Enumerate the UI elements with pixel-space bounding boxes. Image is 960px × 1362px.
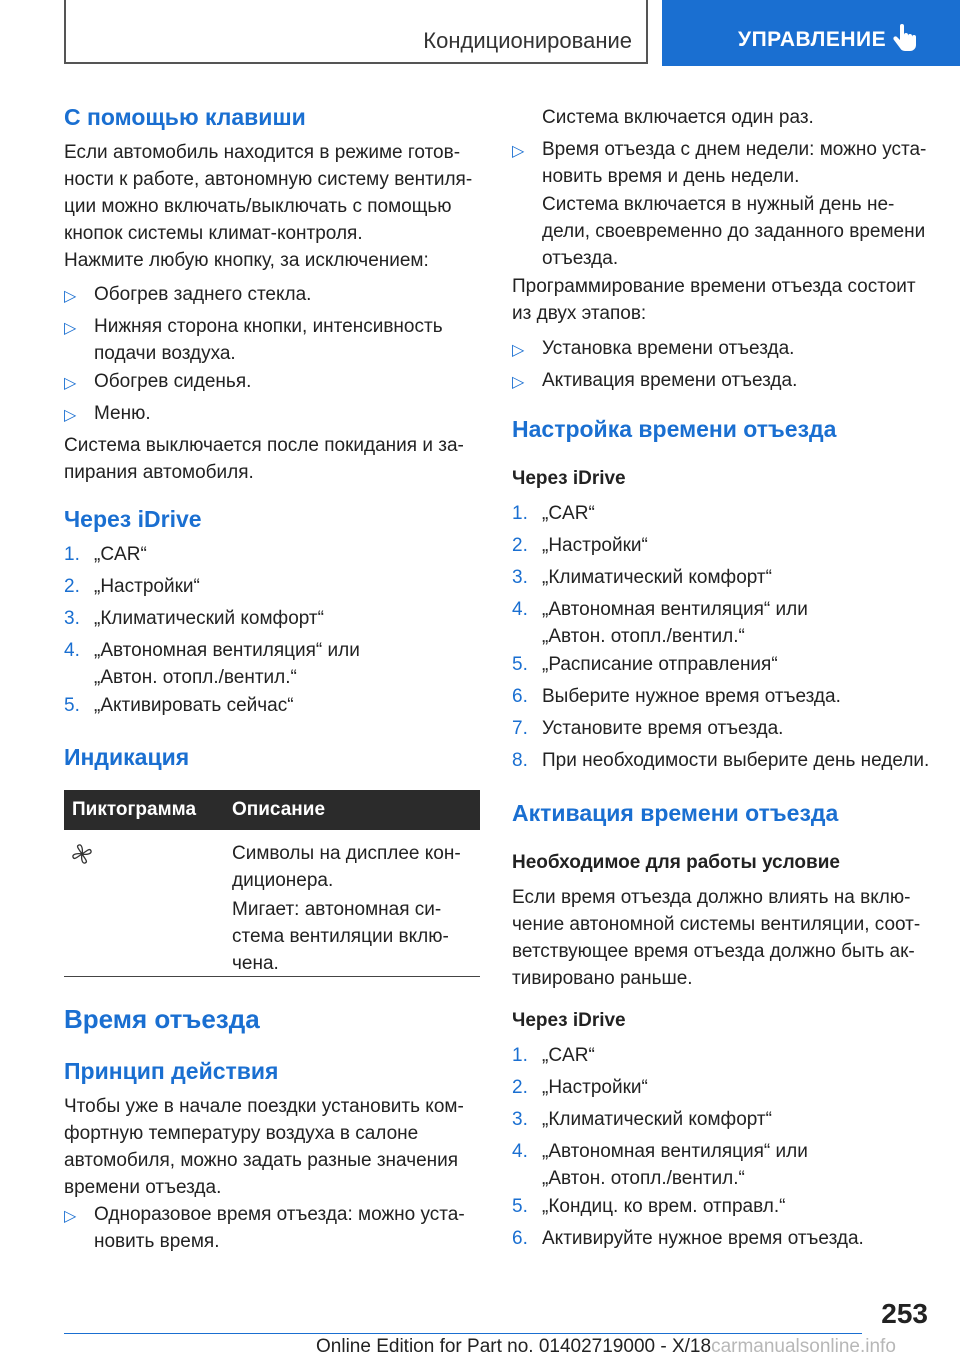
paragraph-button xyxy=(64,139,480,247)
footer-divider xyxy=(64,1333,862,1334)
step-text: „Автон. отопл./вентил.“ xyxy=(542,626,745,647)
numbered-step xyxy=(64,637,510,691)
triangle-bullet-icon: ▷ xyxy=(512,342,525,359)
paragraph-weekday xyxy=(512,191,960,272)
watermark-text: carmanualsonline.info xyxy=(711,1336,896,1357)
exception-item xyxy=(64,313,510,367)
step-number: 3. xyxy=(64,608,80,629)
numbered-step xyxy=(512,500,960,527)
numbered-step xyxy=(512,532,960,559)
triangle-bullet-icon: ▷ xyxy=(64,1208,77,1225)
numbered-step xyxy=(512,715,960,742)
step-number: 6. xyxy=(512,686,528,707)
step-number: 4. xyxy=(512,599,528,620)
step-number: 6. xyxy=(512,1228,528,1249)
table-desc-symbols-line: Символы на дисплее кон- xyxy=(232,843,461,864)
step-text: Установите время отъезда. xyxy=(542,718,784,739)
exception-item-line: Обогрев заднего стекла. xyxy=(94,284,312,305)
step-text: „Автономная вентиляция“ или xyxy=(542,599,808,620)
numbered-step xyxy=(64,541,510,568)
heading-button: С помощью клавиши xyxy=(64,104,306,130)
heading-principle: Принцип действия xyxy=(64,1058,279,1084)
step-text: „Автономная вентиляция“ или xyxy=(94,640,360,661)
numbered-step xyxy=(512,596,960,650)
paragraph-weekday-line: отъезда. xyxy=(542,248,619,269)
heading-activation: Активация времени отъезда xyxy=(512,800,839,826)
table-desc-blinking-line: чена. xyxy=(232,953,279,974)
triangle-bullet-icon: ▷ xyxy=(64,407,77,424)
step-text: „Настройки“ xyxy=(542,1077,648,1098)
step-number: 3. xyxy=(512,567,528,588)
paragraph-condition xyxy=(512,884,932,992)
heading-condition: Необходимое для работы условие xyxy=(512,852,840,873)
step-number: 1. xyxy=(512,1045,528,1066)
numbered-step xyxy=(512,683,960,710)
step-number: 7. xyxy=(512,718,528,739)
paragraph-button-line: ности к работе, автономную систему вентиля- xyxy=(64,169,473,190)
bullet-once-line: новить время. xyxy=(94,1231,220,1252)
step-number: 3. xyxy=(512,1109,528,1130)
step-text: „Расписание отправления“ xyxy=(542,654,778,675)
edition-text: Online Edition for Part no. 01402719000 - X/18 xyxy=(316,1336,712,1357)
step-number: 5. xyxy=(64,695,80,716)
step-number: 2. xyxy=(512,1077,528,1098)
step-text: Выберите нужное время отъезда. xyxy=(542,686,841,707)
triangle-bullet-icon: ▷ xyxy=(512,143,525,160)
paragraph-programming xyxy=(512,273,932,327)
step-number: 2. xyxy=(64,576,80,597)
exception-item-line: Нижняя сторона кнопки, интенсивность xyxy=(94,316,443,337)
fan-icon xyxy=(72,844,92,864)
bullet-weekday-line: новить время и день недели. xyxy=(542,166,800,187)
table-desc-blinking-line: Мигает: автономная си- xyxy=(232,899,442,920)
paragraph-weekday-line: дели, своевременно до заданного времени xyxy=(542,221,926,242)
numbered-step xyxy=(64,573,510,600)
step-text: „Настройки“ xyxy=(94,576,200,597)
step-number: 2. xyxy=(512,535,528,556)
step-text: „Настройки“ xyxy=(542,535,648,556)
bullet-once-line: Одноразовое время отъезда: можно уста- xyxy=(94,1204,465,1225)
header-section-box xyxy=(64,0,648,64)
edition-line xyxy=(316,1336,896,1358)
heading-idrive: Через iDrive xyxy=(64,506,202,532)
step-number: 8. xyxy=(512,750,528,771)
numbered-step xyxy=(512,1074,960,1101)
step-number: 1. xyxy=(64,544,80,565)
paragraph-press: Нажмите любую кнопку, за исключением: xyxy=(64,250,429,271)
numbered-step xyxy=(512,651,960,678)
numbered-step xyxy=(512,1225,960,1252)
table-desc-blinking xyxy=(232,896,480,977)
numbered-step xyxy=(64,605,510,632)
triangle-bullet-icon: ▷ xyxy=(64,320,77,337)
step-number: 1. xyxy=(512,503,528,524)
bullet-weekday-line: Время отъезда с днем недели: можно уста- xyxy=(542,139,927,160)
paragraph-off xyxy=(64,432,480,486)
step-text: „Активировать сейчас“ xyxy=(94,695,294,716)
step-text: „CAR“ xyxy=(94,544,147,565)
numbered-step xyxy=(512,564,960,591)
paragraph-button-line: ции можно включать/выключать с помощью xyxy=(64,196,452,217)
exception-item-line: Меню. xyxy=(94,403,151,424)
step-text: „Климатический комфорт“ xyxy=(94,608,324,629)
paragraph-off-line: Система выключается после покидания и за- xyxy=(64,435,464,456)
stage-item-text: Установка времени отъезда. xyxy=(542,338,795,359)
step-text: „Климатический комфорт“ xyxy=(542,1109,772,1130)
chapter-label: УПРАВЛЕНИЕ xyxy=(738,28,887,51)
table-desc-symbols-line: диционера. xyxy=(232,870,334,891)
step-text: Активируйте нужное время отъезда. xyxy=(542,1228,864,1249)
table-desc-blinking-line: стема вентиляции вклю- xyxy=(232,926,449,947)
heading-idrive-setting: Через iDrive xyxy=(512,468,626,489)
paragraph-principle-line: автомобиля, можно задать разные значения xyxy=(64,1150,459,1171)
paragraph-principle-line: времени отъезда. xyxy=(64,1177,222,1198)
paragraph-condition-line: ветствующее время отъезда должно быть ак- xyxy=(512,941,915,962)
exception-item xyxy=(64,400,510,427)
numbered-step xyxy=(512,1106,960,1133)
table-desc-symbols xyxy=(232,840,480,894)
paragraph-principle-line: Чтобы уже в начале поездки установить ком- xyxy=(64,1096,464,1117)
triangle-bullet-icon: ▷ xyxy=(64,288,77,305)
paragraph-condition-line: Если время отъезда должно влиять на вклю- xyxy=(512,887,911,908)
step-text: „CAR“ xyxy=(542,1045,595,1066)
stage-item xyxy=(512,367,960,394)
table-header xyxy=(64,790,480,830)
table-bottom-rule xyxy=(64,976,480,977)
paragraph-principle xyxy=(64,1093,480,1201)
exception-item xyxy=(64,281,510,308)
step-text: „Автон. отопл./вентил.“ xyxy=(542,1168,745,1189)
stage-item xyxy=(512,335,960,362)
step-number: 4. xyxy=(512,1141,528,1162)
paragraph-off-line: пирания автомобиля. xyxy=(64,462,254,483)
paragraph-programming-line: Программирование времени отъезда состоит xyxy=(512,276,916,297)
step-number: 5. xyxy=(512,654,528,675)
triangle-bullet-icon: ▷ xyxy=(512,374,525,391)
numbered-step xyxy=(512,1138,960,1192)
paragraph-principle-line: фортную температуру воздуха в салоне xyxy=(64,1123,419,1144)
hand-pointer-icon xyxy=(892,24,918,54)
step-text: „Автономная вентиляция“ или xyxy=(542,1141,808,1162)
exception-item xyxy=(64,368,510,395)
step-text: „Климатический комфорт“ xyxy=(542,567,772,588)
heading-setting: Настройка времени отъезда xyxy=(512,416,837,442)
step-text: „Кондиц. ко врем. отправл.“ xyxy=(542,1196,786,1217)
heading-idrive-activation: Через iDrive xyxy=(512,1010,626,1031)
page-number: 253 xyxy=(881,1298,928,1329)
heading-indication: Индикация xyxy=(64,744,190,770)
paragraph-weekday-line: Система включается в нужный день не- xyxy=(542,194,895,215)
paragraph-programming-line: из двух этапов: xyxy=(512,303,647,324)
bullet-once xyxy=(64,1201,510,1255)
step-number: 5. xyxy=(512,1196,528,1217)
stage-item-text: Активация времени отъезда. xyxy=(542,370,798,391)
step-text: „CAR“ xyxy=(542,503,595,524)
bullet-weekday xyxy=(512,136,960,190)
paragraph-condition-line: тивировано раньше. xyxy=(512,968,693,989)
section-title: Кондиционирование xyxy=(423,28,632,53)
table-col-description: Описание xyxy=(232,799,326,820)
chapter-tab[interactable] xyxy=(662,0,960,66)
paragraph-condition-line: чение автономной системы вентиляции, соот- xyxy=(512,914,921,935)
numbered-step xyxy=(64,692,510,719)
step-text: При необходимости выберите день недели. xyxy=(542,750,930,771)
numbered-step xyxy=(512,1042,960,1069)
paragraph-button-line: Если автомобиль находится в режиме готов- xyxy=(64,142,461,163)
heading-departure-time: Время отъезда xyxy=(64,1004,260,1034)
numbered-step xyxy=(512,747,960,774)
exception-item-line: подачи воздуха. xyxy=(94,343,236,364)
paragraph-once: Система включается один раз. xyxy=(542,107,814,128)
numbered-step xyxy=(512,1193,960,1220)
step-number: 4. xyxy=(64,640,80,661)
table-col-pictogram: Пиктограмма xyxy=(72,799,197,820)
exception-item-line: Обогрев сиденья. xyxy=(94,371,252,392)
paragraph-button-line: кнопок системы климат-контроля. xyxy=(64,223,363,244)
step-text: „Автон. отопл./вентил.“ xyxy=(94,667,297,688)
triangle-bullet-icon: ▷ xyxy=(64,375,77,392)
